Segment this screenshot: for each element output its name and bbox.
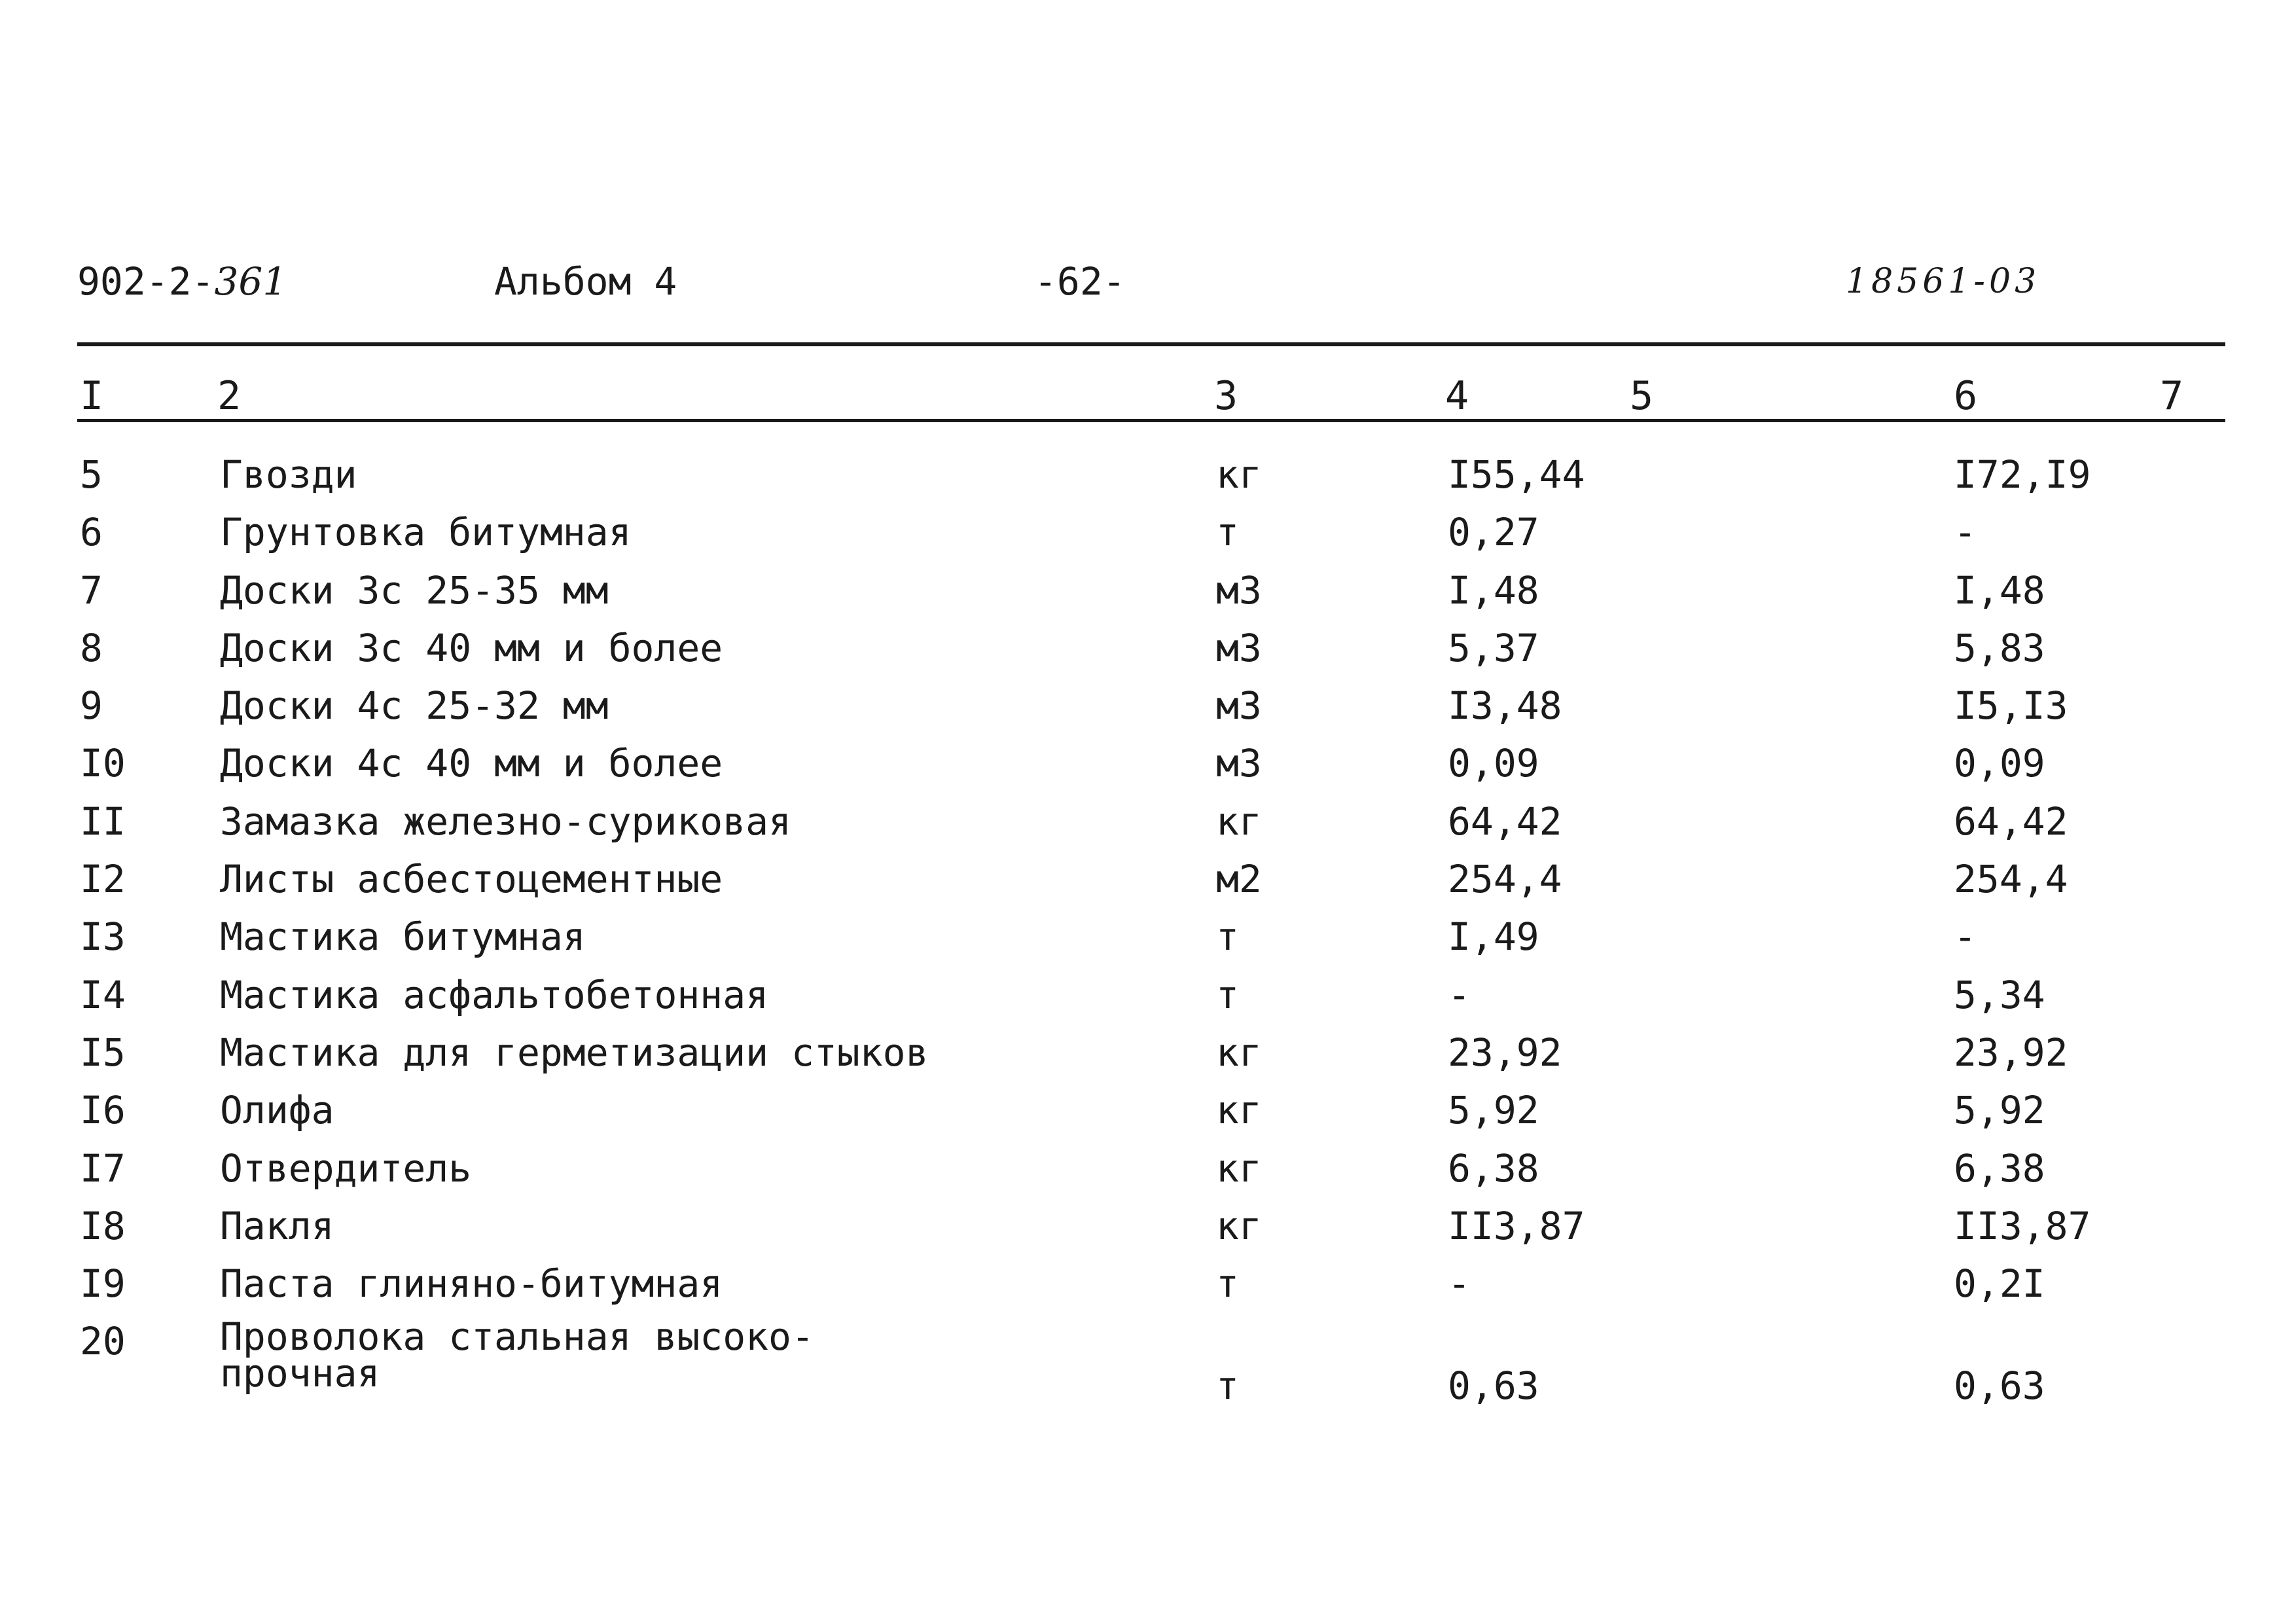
table-row	[0, 683, 2296, 740]
table-row	[0, 1087, 2296, 1145]
material-name: Мастика битумная	[220, 914, 586, 960]
material-name: Проволока стальная высоко- прочная	[220, 1314, 814, 1396]
material-name: Доски 3с 40 мм и более	[220, 625, 723, 670]
document-code-prefix: 902-2-	[77, 259, 215, 304]
quantity-column-6: 5,34	[1954, 972, 2045, 1017]
quantity-column-6: 5,92	[1954, 1088, 2045, 1133]
quantity-column-4: 23,92	[1448, 1030, 1562, 1075]
quantity-column-4: I55,44	[1448, 452, 1585, 497]
quantity-column-6: 0,09	[1954, 741, 2045, 786]
table-row	[0, 568, 2296, 625]
quantity-column-4: I,49	[1448, 914, 1539, 960]
unit-of-measure: м3	[1216, 625, 1262, 670]
material-name: Доски 3с 25-35 мм	[220, 568, 609, 613]
table-row	[0, 856, 2296, 914]
row-number: 5	[80, 452, 103, 497]
row-number: 6	[80, 510, 103, 555]
unit-of-measure: м3	[1216, 683, 1262, 729]
table-row	[0, 1261, 2296, 1318]
row-number: I4	[80, 972, 126, 1017]
unit-of-measure: м3	[1216, 741, 1262, 786]
column-number-5: 5	[1630, 373, 1654, 419]
quantity-column-4: 0,63	[1448, 1363, 1539, 1409]
quantity-column-4: I3,48	[1448, 683, 1562, 729]
album-label: Альбом 4	[494, 259, 677, 304]
quantity-column-6: 5,83	[1954, 625, 2045, 670]
column-number-6: 6	[1954, 373, 1978, 419]
quantity-column-4: 0,09	[1448, 741, 1539, 786]
quantity-column-4: I,48	[1448, 568, 1539, 613]
unit-of-measure: кг	[1216, 1146, 1262, 1191]
material-name: Грунтовка битумная	[220, 510, 632, 555]
row-number: I0	[80, 741, 126, 786]
materials-table	[0, 452, 2296, 1416]
row-number: I9	[80, 1261, 126, 1307]
quantity-column-4: 5,37	[1448, 625, 1539, 670]
quantity-column-6: 23,92	[1954, 1030, 2068, 1075]
quantity-column-6: -	[1954, 914, 1977, 960]
table-row	[0, 1146, 2296, 1203]
document-code-handwritten: 361	[214, 259, 287, 304]
material-name: Мастика для герметизации стыков	[220, 1030, 929, 1075]
material-name: Замазка железно-суриковая	[220, 799, 791, 844]
unit-of-measure: т	[1216, 914, 1239, 960]
unit-of-measure: т	[1216, 972, 1239, 1017]
quantity-column-6: -	[1954, 510, 1977, 555]
row-number: 8	[80, 625, 103, 670]
row-number: 9	[80, 683, 103, 729]
unit-of-measure: т	[1216, 1363, 1239, 1409]
quantity-column-6: I,48	[1954, 568, 2045, 613]
header-rule-bottom	[77, 419, 2225, 422]
sheet-code: 18561-03	[1846, 262, 2041, 301]
row-number: I3	[80, 914, 126, 960]
column-number-3: 3	[1214, 373, 1238, 419]
unit-of-measure: м3	[1216, 568, 1262, 613]
material-name: Паста глиняно-битумная	[220, 1261, 723, 1307]
quantity-column-6: 0,63	[1954, 1363, 2045, 1409]
table-row	[0, 1314, 2296, 1416]
unit-of-measure: т	[1216, 510, 1239, 555]
material-name: Мастика асфальтобетонная	[220, 972, 769, 1017]
row-number: I6	[80, 1088, 126, 1133]
quantity-column-4: 254,4	[1448, 857, 1562, 902]
unit-of-measure: кг	[1216, 452, 1262, 497]
row-number: 20	[80, 1319, 126, 1364]
quantity-column-4: 64,42	[1448, 799, 1562, 844]
quantity-column-6: I5,I3	[1954, 683, 2068, 729]
unit-of-measure: кг	[1216, 1030, 1262, 1075]
table-row	[0, 1030, 2296, 1087]
row-number: I7	[80, 1146, 126, 1191]
table-row	[0, 509, 2296, 567]
quantity-column-4: 5,92	[1448, 1088, 1539, 1133]
quantity-column-6: 254,4	[1954, 857, 2068, 902]
quantity-column-4: 0,27	[1448, 510, 1539, 555]
column-number-4: 4	[1445, 373, 1469, 419]
quantity-column-4: -	[1448, 972, 1471, 1017]
table-row	[0, 914, 2296, 971]
material-name: Доски 4с 25-32 мм	[220, 683, 609, 729]
row-number: II	[80, 799, 126, 844]
table-row	[0, 740, 2296, 798]
column-number-2: 2	[217, 373, 242, 419]
material-name: Гвозди	[220, 452, 357, 497]
quantity-column-4: II3,87	[1448, 1203, 1585, 1248]
quantity-column-4: 6,38	[1448, 1146, 1539, 1191]
row-number: I2	[80, 857, 126, 902]
unit-of-measure: кг	[1216, 1088, 1262, 1133]
table-row	[0, 452, 2296, 509]
quantity-column-6: I72,I9	[1954, 452, 2091, 497]
row-number: I5	[80, 1030, 126, 1075]
column-number-7: 7	[2160, 373, 2184, 419]
quantity-column-6: II3,87	[1954, 1203, 2091, 1248]
table-row	[0, 1203, 2296, 1261]
unit-of-measure: кг	[1216, 1203, 1262, 1248]
table-row	[0, 625, 2296, 683]
row-number: I8	[80, 1203, 126, 1248]
column-number-1: I	[80, 373, 104, 419]
quantity-column-4: -	[1448, 1261, 1471, 1307]
document-code	[77, 259, 287, 304]
quantity-column-6: 0,2I	[1954, 1261, 2045, 1307]
quantity-column-6: 64,42	[1954, 799, 2068, 844]
material-name: Отвердитель	[220, 1146, 472, 1191]
material-name: Доски 4с 40 мм и более	[220, 741, 723, 786]
material-name: Пакля	[220, 1203, 334, 1248]
unit-of-measure: т	[1216, 1261, 1239, 1307]
table-row	[0, 799, 2296, 856]
unit-of-measure: м2	[1216, 857, 1262, 902]
table-row	[0, 972, 2296, 1030]
unit-of-measure: кг	[1216, 799, 1262, 844]
header-rule-top	[77, 342, 2225, 346]
material-name: Олифа	[220, 1088, 334, 1133]
row-number: 7	[80, 568, 103, 613]
quantity-column-6: 6,38	[1954, 1146, 2045, 1191]
material-name: Листы асбестоцементные	[220, 857, 723, 902]
page-number: -62-	[1034, 259, 1126, 304]
